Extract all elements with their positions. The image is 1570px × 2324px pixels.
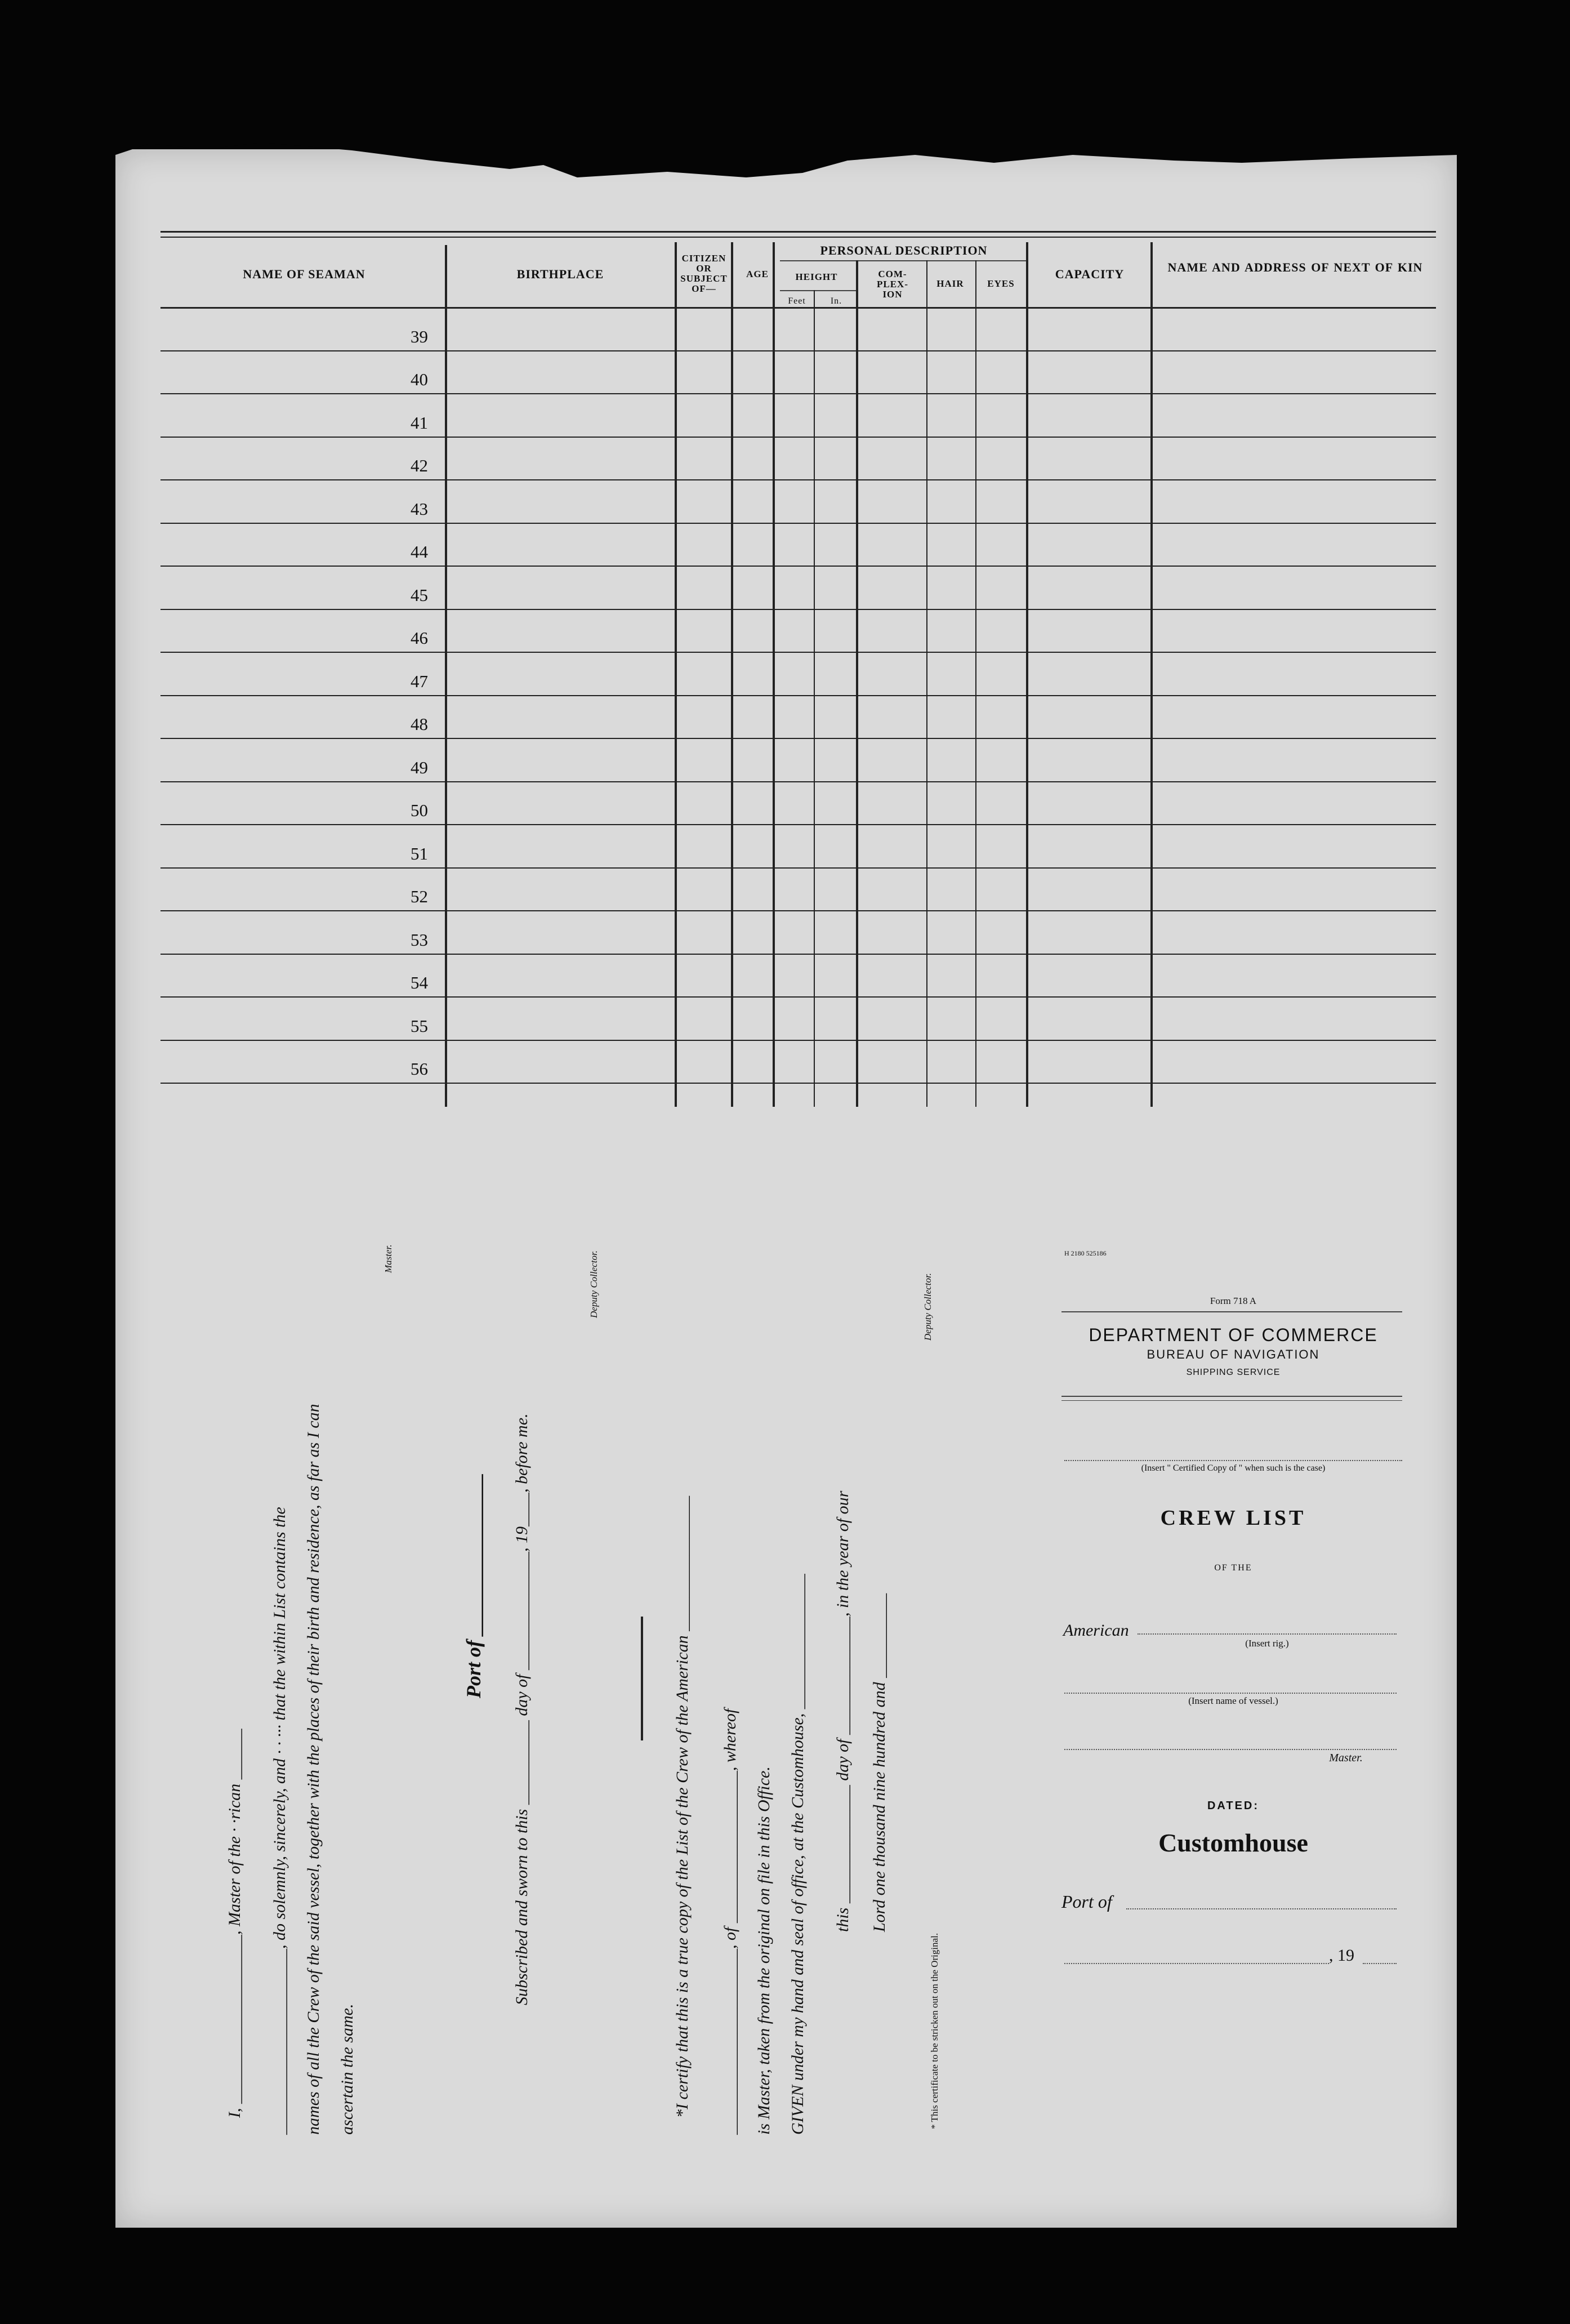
table-row-rule [160,954,1436,955]
table-row-number: 53 [411,929,428,950]
table-row-rule [160,910,1436,911]
table-row-rule [160,1040,1436,1041]
table-row-rule [160,1083,1436,1084]
master-label: Master. [1329,1752,1363,1764]
insert-certified-note: (Insert " Certified Copy of " when such is the case) [1141,1463,1326,1473]
table-row-rule [160,479,1436,480]
table-row-number: 42 [411,456,428,475]
customhouse-label: Customhouse [1158,1828,1308,1857]
header-age: AGE [746,269,769,279]
table-row-rule [160,393,1436,394]
table-row-number: 54 [411,973,428,992]
certificate-line-5: this ______________ day of ______________, in the year of our [833,1490,852,1932]
certificate-deputy-collector: Deputy Collector. [922,1273,933,1341]
certificate-line-1: *I certify that this is a true copy of the List of the Crew of the American ________________ [673,1495,692,2118]
form-number: Form 718 A [1210,1295,1257,1306]
header-eyes: EYES [987,278,1015,289]
year-label: , 19 [1329,1946,1354,1965]
certificate-line-6: Lord one thousand nine hundred and __________ [870,1593,889,1932]
port-of-label: Port of [1061,1891,1112,1912]
table-row-rule [160,437,1436,438]
oath-line-3: names of all the Crew of the said vessel, together with the places of their birth and residence, as far as I can [304,1404,323,2135]
header-height: HEIGHT [795,271,838,282]
table-row-rule [160,523,1436,524]
table-row-rule [160,738,1436,739]
table-row-rule [160,652,1436,653]
crew-list-title: CREW LIST [1160,1506,1306,1530]
table-row-number: 52 [411,887,428,906]
department-title: DEPARTMENT OF COMMERCE [1089,1325,1378,1345]
header-feet: Feet [788,296,806,306]
table-row-rule [160,695,1436,696]
table-row-rule [160,609,1436,610]
oath-line-2: ______________________, do solemnly, sincerely, and · · ··· that the within List contains the [270,1507,289,2135]
table-row-number: 48 [411,714,428,734]
certificate-line-3: is Master, taken from the original on file in this Office. [755,1766,773,2135]
print-code: H 2180 525186 [1064,1249,1107,1257]
header-birthplace: BIRTHPLACE [516,267,604,281]
dated-label: DATED: [1207,1800,1260,1812]
table-row-number: 40 [411,369,428,389]
oath-master-label: Master. [383,1244,394,1273]
bureau-title: BUREAU OF NAVIGATION [1147,1347,1320,1361]
table-row-number: 41 [411,412,428,433]
header-citizen: CITIZEN OR SUBJECT OF— [680,253,728,294]
header-personal-description: PERSONAL DESCRIPTION [820,243,988,257]
header-complexion: COM- PLEX- ION [877,269,908,300]
oath-line-4: ascertain the same. [338,2004,356,2135]
insert-rig-note: (Insert rig.) [1245,1638,1289,1649]
oath-port: Port of ________________ [462,1473,485,1698]
table-row-rule [160,867,1436,869]
table-row-rule [160,566,1436,567]
table-row-number: 45 [411,585,428,605]
table-row-rule [160,350,1436,351]
oath-divider [641,1617,643,1740]
header-next-of-kin: NAME AND ADDRESS OF NEXT OF KIN [1167,260,1423,274]
table-row-number: 55 [411,1016,428,1036]
insert-vessel-note: (Insert name of vessel.) [1188,1695,1278,1706]
american-label: American [1063,1621,1129,1640]
table-row-number: 43 [411,498,428,519]
table-row-number: 50 [411,800,428,820]
table-row-number: 49 [411,757,428,777]
table-row-number: 56 [411,1059,428,1079]
torn-top-edge [115,138,1457,183]
header-name: NAME OF SEAMAN [243,267,365,281]
service-title: SHIPPING SERVICE [1186,1368,1281,1377]
header-hair: HAIR [936,278,964,289]
table-row-number: 51 [411,843,428,863]
certificate-footnote: * This certificate to be stricken out on the Original. [929,1933,940,2129]
oath-deputy-collector: Deputy Collector. [588,1250,599,1318]
certificate-line-2: ______________________, of __________________, whereof [721,1708,739,2135]
oath-line-1: I, ____________________, Master of the · ·rican ______ [225,1729,244,2118]
table-row-number: 39 [411,326,428,346]
table-row-number: 46 [411,628,428,648]
table-row-number: 44 [411,542,428,562]
oath-subscribed: Subscribed and sworn to this __________ day of ______________, 19____, before me. [512,1413,531,2005]
table-row-rule [160,781,1436,782]
table-row-number: 47 [411,671,428,691]
header-inches: In. [830,296,842,306]
header-capacity: CAPACITY [1055,267,1125,281]
table-row-rule [160,996,1436,998]
table-row-rule [160,824,1436,825]
certificate-line-4: GIVEN under my hand and seal of office, at the Customhouse, ________________ [788,1574,807,2135]
of-the-label: OF THE [1214,1563,1252,1573]
